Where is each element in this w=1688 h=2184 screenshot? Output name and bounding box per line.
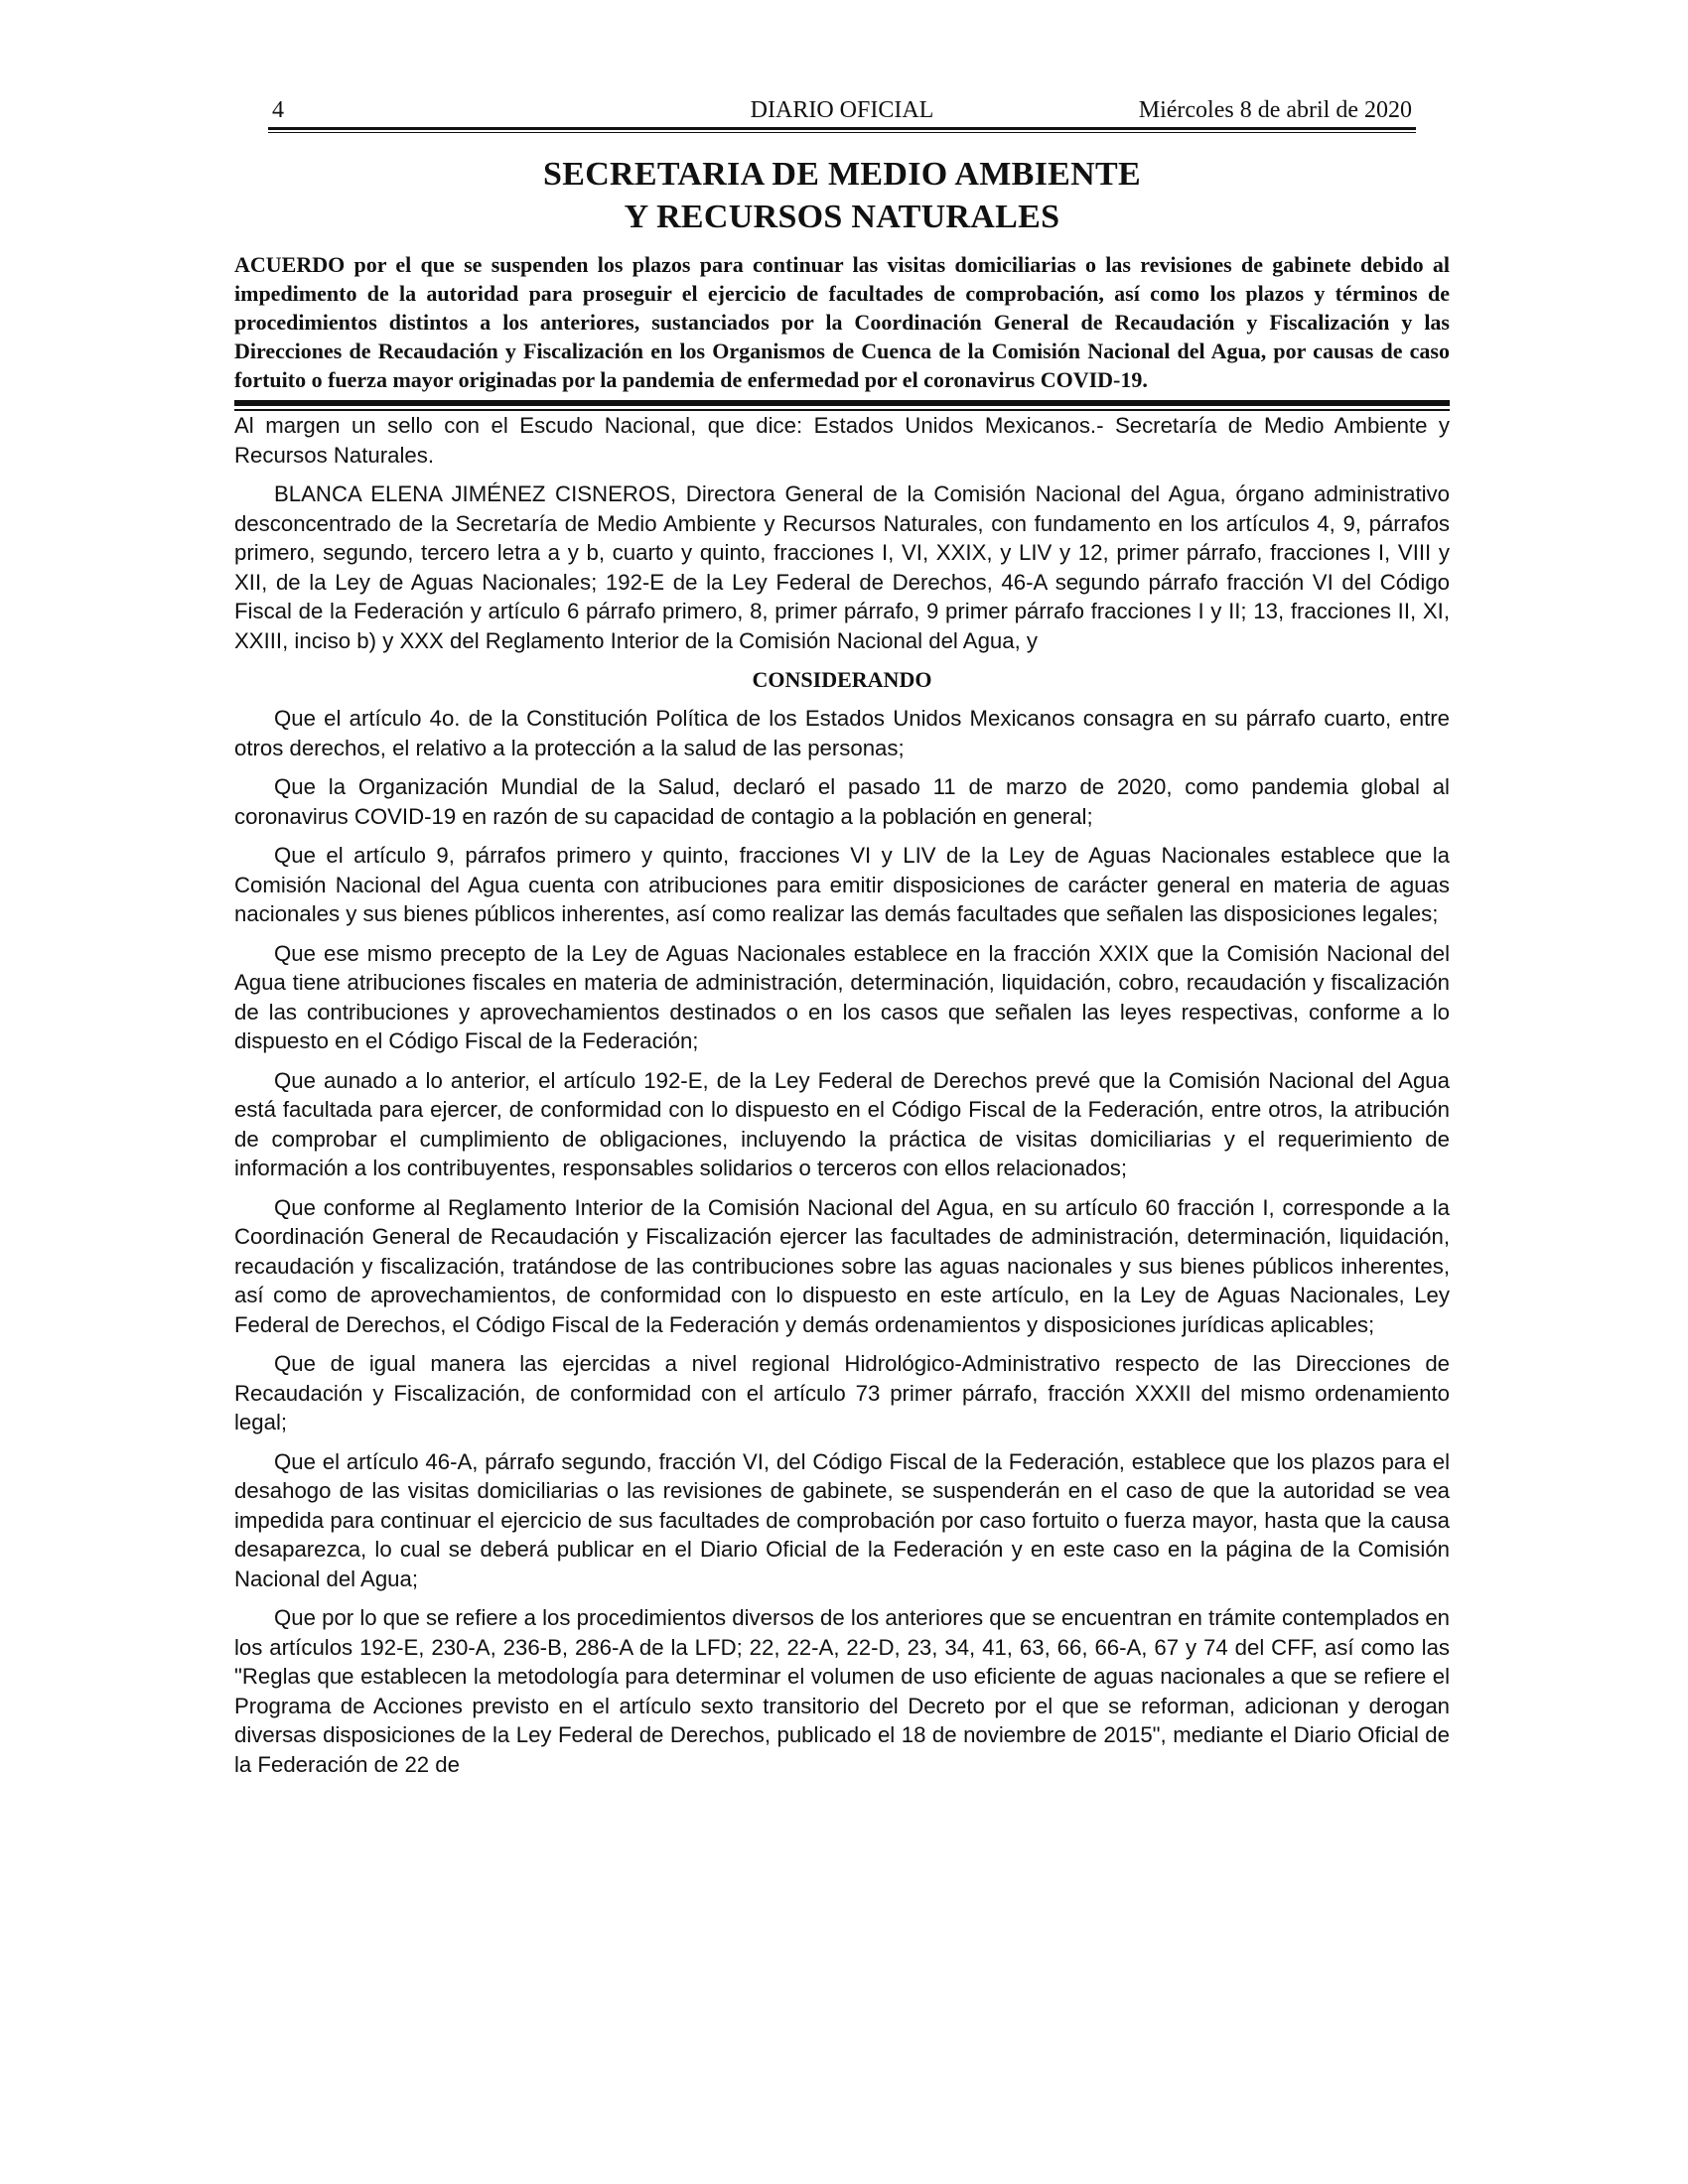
body-paragraph: Que aunado a lo anterior, el artículo 192-E, de la Ley Federal de Derechos prevé que la Comisión Nacional del Agua está facultada para ejercer, de conformidad con lo dispuesto en el Código Fiscal de la Federación, entre otros, la atribución de comprobar el cumplimiento de obligaciones, incluyendo la práctica de visitas domiciliarias y el requerimiento de información a los contribuyentes, responsables solidarios o terceros con ellos relacionados;: [234, 1067, 1450, 1180]
body-paragraph: Que el artículo 46-A, párrafo segundo, fracción VI, del Código Fiscal de la Federación, establece que los plazos para el desahogo de las visitas domiciliarias o las revisiones de gabinete, se suspenderán en el caso de que la autoridad se vea impedida para continuar el ejercicio de sus facultades de comprobación por caso fortuito o fuerza mayor, hasta que la causa desaparezca, lo cual se deberá publicar en el Diario Oficial de la Federación y en este caso en la página de la Comisión Nacional del Agua;: [234, 1448, 1450, 1591]
body-paragraph: Que el artículo 4o. de la Constitución Política de los Estados Unidos Mexicanos consagra en su párrafo cuarto, entre otros derechos, el relativo a la protección a la salud de las personas;: [234, 706, 1450, 760]
body-paragraph: Que el artículo 9, párrafos primero y quinto, fracciones VI y LIV de la Ley de Aguas Nacionales establece que la Comisión Nacional del Agua cuenta con atribuciones para emitir disposiciones de carácter general en materia de aguas nacionales y sus bienes públicos inherentes, así como realizar las demás facultades que señalen las disposiciones legales;: [234, 843, 1450, 926]
body-paragraph: Que la Organización Mundial de la Salud, declaró el pasado 11 de marzo de 2020, como pandemia global al coronavirus COVID-19 en razón de su capacidad de contagio a la población en general;: [234, 774, 1450, 829]
ministry-title: [234, 153, 1450, 238]
body-paragraph: Que de igual manera las ejercidas a nivel regional Hidrológico-Administrativo respecto de las Direcciones de Recaudación y Fiscalización, de conformidad con el artículo 73 primer párrafo, fracción XXXII del mismo ordenamiento legal;: [234, 1351, 1450, 1434]
ministry-title-line2: Y RECURSOS NATURALES: [624, 199, 1060, 235]
page-number: 4: [272, 97, 284, 123]
body-paragraph: Que conforme al Reglamento Interior de la Comisión Nacional del Agua, en su artículo 60 fracción I, corresponde a la Coordinación General de Recaudación y Fiscalización ejercer las facultades de administración, determinación, liquidación, recaudación y fiscalización, tratándose de las contribuciones sobre las aguas nacionales y sus bienes públicos inherentes, así como de aprovechamientos, de conformidad con lo dispuesto en este artículo, en la Ley de Aguas Nacionales, Ley Federal de Derechos, el Código Fiscal de la Federación y demás ordenamientos y disposiciones jurídicas aplicables;: [234, 1194, 1450, 1337]
margin-note: Al margen un sello con el Escudo Nacional, que dice: Estados Unidos Mexicanos.- Secretaría de Medio Ambiente y Recursos Naturales.: [234, 413, 1450, 468]
publication-date: Miércoles 8 de abril de 2020: [1138, 97, 1412, 123]
title-divider: [234, 400, 1450, 411]
body-paragraph: Que por lo que se refiere a los procedimientos diversos de los anteriores que se encuentran en trámite contemplados en los artículos 192-E, 230-A, 236-B, 286-A de la LFD; 22, 22-A, 22-D, 23, 34, 41, 63, 66, 66-A, 67 y 74 del CFF, así como las "Reglas que establecen la metodología para determinar el volumen de uso eficiente de aguas nacionales a que se refiere el Programa de Acciones previsto en el artículo sexto transitorio del Decreto por el que se reforman, adicionan y derogan diversas disposiciones de la Ley Federal de Derechos, publicado el 18 de noviembre de 2015", mediante el Diario Oficial de la Federación de 22 de: [234, 1605, 1451, 1777]
header-divider: [268, 127, 1416, 133]
document-body: [234, 411, 1450, 1779]
publication-name: DIARIO OFICIAL: [750, 97, 934, 123]
preamble-paragraph: BLANCA ELENA JIMÉNEZ CISNEROS, Directora General de la Comisión Nacional del Agua, órgano administrativo desconcentrado de la Secretaría de Medio Ambiente y Recursos Naturales, con fundamento en los artículos 4, 9, párrafos primero, segundo, tercero letra a y b, cuarto y quinto, fracciones I, VI, XXIX, y LIV y 12, primer párrafo, fracciones I, VIII y XII, de la Ley de Aguas Nacionales; 192-E de la Ley Federal de Derechos, 46-A segundo párrafo fracción VI del Código Fiscal de la Federación y artículo 6 párrafo primero, 8, primer párrafo, 9 primer párrafo fracciones I y II; 13, fracciones II, XI, XXIII, inciso b) y XXX del Reglamento Interior de la Comisión Nacional del Agua, y: [234, 481, 1450, 653]
body-paragraph: Que ese mismo precepto de la Ley de Aguas Nacionales establece en la fracción XXIX que la Comisión Nacional del Agua tiene atribuciones fiscales en materia de administración, determinación, liquidación, cobro, recaudación y fiscalización de las contribuciones y aprovechamientos destinados o en los casos que señalen las leyes respectivas, conforme a lo dispuesto en el Código Fiscal de la Federación;: [234, 940, 1450, 1053]
agreement-title: ACUERDO por el que se suspenden los plazos para continuar las visitas domiciliarias o las revisiones de gabinete debido al impedimento de la autoridad para proseguir el ejercicio de facultades de comprobación, así como los plazos y términos de procedimientos distintos a los anteriores, sustanciados por la Coordinación General de Recaudación y Fiscalización y las Direcciones de Recaudación y Fiscalización en los Organismos de Cuenca de la Comisión Nacional del Agua, por causas de caso fortuito o fuerza mayor originadas por la pandemia de enfermedad por el coronavirus COVID-19.: [234, 252, 1450, 392]
page-header: [234, 93, 1450, 127]
considerando-heading: CONSIDERANDO: [752, 667, 932, 692]
document-page: [234, 93, 1450, 1789]
ministry-title-line1: SECRETARIA DE MEDIO AMBIENTE: [543, 156, 1141, 193]
